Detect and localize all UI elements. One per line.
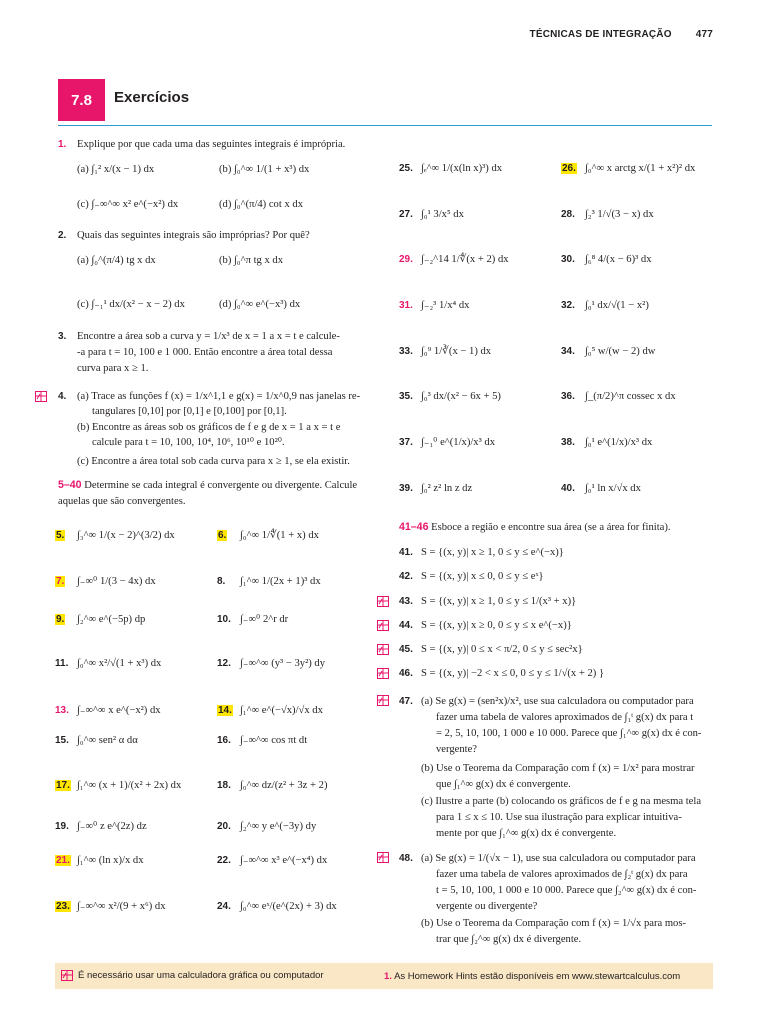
graphing-calculator-icon bbox=[377, 644, 389, 655]
exercise-number: 42. bbox=[399, 571, 413, 582]
exercise-expression: ∫₋∞⁰ 1/(3 − 4x) dx bbox=[77, 576, 156, 587]
exercise-number: 5. bbox=[56, 530, 65, 541]
exercise-number: 36. bbox=[561, 391, 575, 402]
exercise-number: 11. bbox=[55, 658, 69, 669]
problem-part: (d) ∫₀^∞ e^(−x³) dx bbox=[219, 299, 301, 310]
exercise-group-intro: 41–46 Esboce a região e encontre sua área (se a área for finita). bbox=[399, 521, 671, 533]
exercise-expression: ∫₋₁⁰ e^(1/x)/x³ dx bbox=[421, 437, 496, 448]
exercise-number: 38. bbox=[561, 437, 575, 448]
exercise-expression: ∫₀⁹ 1/∛(x − 1) dx bbox=[421, 346, 492, 357]
exercise-number: 12. bbox=[217, 658, 231, 669]
exercise-expression: ∫₀¹ 3/x⁵ dx bbox=[421, 209, 464, 220]
exercise-number: 6. bbox=[218, 530, 227, 541]
problem-part: (a) ∫₀^(π/4) tg x dx bbox=[77, 255, 156, 266]
problem-part: (c) ∫₋₁¹ dx/(x² − x − 2) dx bbox=[77, 299, 185, 310]
problem-line: tangulares [0,10] por [0,1] e [0,100] por [0,1]. bbox=[92, 406, 287, 417]
exercise-number: 35. bbox=[399, 391, 413, 402]
graphing-calculator-icon bbox=[377, 620, 389, 631]
exercise-expression: ∫₋∞^∞ x²/(9 + x⁶) dx bbox=[77, 901, 166, 912]
problem-line: -a para t = 10, 100 e 1 000. Então encontre a área total dessa bbox=[77, 347, 333, 358]
problem-number: 3. bbox=[58, 331, 67, 342]
exercise-expression: ∫₋₂^14 1/∜(x + 2) dx bbox=[421, 254, 509, 265]
graphing-calculator-icon bbox=[377, 695, 389, 706]
exercise-number: 10. bbox=[217, 614, 231, 625]
exercise-number: 31. bbox=[399, 300, 413, 311]
exercise-number: 39. bbox=[399, 483, 413, 494]
problem-line: (b) Encontre as áreas sob os gráficos de f e g de x = 1 a x = t e bbox=[77, 422, 341, 433]
problem-number: 2. bbox=[58, 230, 67, 241]
exercise-number: 16. bbox=[217, 735, 231, 746]
exercise-range: 5–40 bbox=[58, 479, 82, 491]
problem-line: (c) Encontre a área total sob cada curva para x ≥ 1, se ela existir. bbox=[77, 456, 350, 467]
section-number: 7.8 bbox=[58, 79, 105, 121]
exercise-expression: ∫₋∞^∞ x³ e^(−x⁴) dx bbox=[240, 855, 328, 866]
graphing-calculator-icon bbox=[61, 970, 73, 981]
exercise-number: 41. bbox=[399, 547, 413, 558]
graphing-calculator-icon bbox=[35, 391, 47, 402]
problem-text: Explique por que cada uma das seguintes integrais é imprópria. bbox=[77, 139, 346, 150]
problem-line: vergente? bbox=[436, 744, 477, 755]
region-definition: S = {(x, y)| x ≥ 0, 0 ≤ y ≤ x e^(−x)} bbox=[421, 620, 572, 631]
problem-line: para 1 ≤ x ≤ 10. Use sua ilustração para explicar intuitiva- bbox=[436, 812, 682, 823]
problem-line: (c) Ilustre a parte (b) colocando os gráficos de f e g na mesma tela bbox=[421, 796, 702, 807]
exercise-expression: ∫₂^∞ y e^(−3y) dy bbox=[240, 821, 317, 832]
problem-number: 1. bbox=[58, 139, 67, 150]
exercise-number: 43. bbox=[399, 596, 413, 607]
graphing-calculator-icon bbox=[377, 596, 389, 607]
exercise-number: 19. bbox=[55, 821, 69, 832]
problem-line: fazer uma tabela de valores aproximados de ∫₂ᵗ g(x) dx para bbox=[436, 869, 688, 880]
exercise-number: 7. bbox=[56, 576, 65, 587]
exercise-number: 37. bbox=[399, 437, 413, 448]
exercise-expression: ∫₁^∞ 1/(2x + 1)³ dx bbox=[240, 576, 321, 587]
calculator-note: É necessário usar uma calculadora gráfica ou computador bbox=[78, 970, 324, 981]
exercise-number: 34. bbox=[561, 346, 575, 357]
problem-line: que ∫₁^∞ g(x) dx é convergente. bbox=[436, 779, 571, 790]
problem-line: (a) Se g(x) = (sen²x)/x², use sua calculadora ou computador para bbox=[421, 696, 694, 707]
running-title: TÉCNICAS DE INTEGRAÇÃO bbox=[529, 29, 672, 40]
exercise-number: 9. bbox=[56, 614, 65, 625]
problem-part: (a) ∫₁² x/(x − 1) dx bbox=[77, 164, 155, 175]
problem-line: = 2, 5, 10, 100, 1 000 e 10 000. Parece que ∫₁^∞ g(x) dx é con- bbox=[436, 728, 702, 739]
hint-text: As Homework Hints estão disponíveis em www.stewartcalculus.com bbox=[394, 971, 681, 982]
exercise-expression: ∫₃^∞ 1/(x − 2)^(3/2) dx bbox=[77, 530, 175, 541]
region-definition: S = {(x, y)| x ≥ 1, 0 ≤ y ≤ 1/(x³ + x)} bbox=[421, 596, 577, 607]
page-number: 477 bbox=[695, 29, 713, 40]
exercise-number: 18. bbox=[217, 780, 231, 791]
problem-line: curva para x ≥ 1. bbox=[77, 363, 149, 374]
problem-number: 47. bbox=[399, 696, 413, 707]
exercise-number: 24. bbox=[217, 901, 231, 912]
exercise-number: 40. bbox=[561, 483, 575, 494]
exercise-expression: ∫₀^∞ dz/(z² + 3z + 2) bbox=[240, 780, 328, 791]
problem-line: fazer uma tabela de valores aproximados de ∫₁ᵗ g(x) dx para t bbox=[436, 712, 694, 723]
exercise-number: 30. bbox=[561, 254, 575, 265]
exercise-expression: ∫₀³ dx/(x² − 6x + 5) bbox=[421, 391, 501, 402]
section-title: Exercícios bbox=[114, 89, 190, 106]
problem-part: (b) ∫₀^∞ 1/(1 + x³) dx bbox=[219, 164, 310, 175]
exercise-expression: ∫₀¹ e^(1/x)/x³ dx bbox=[585, 437, 653, 448]
exercise-number: 8. bbox=[217, 576, 226, 587]
problem-line: Encontre a área sob a curva y = 1/x³ de x = 1 a x = t e calcule- bbox=[77, 331, 340, 342]
problem-number: 4. bbox=[58, 391, 67, 402]
exercise-expression: ∫₀^∞ x²/√(1 + x³) dx bbox=[77, 658, 162, 669]
problem-line: trar que ∫₂^∞ g(x) dx é divergente. bbox=[436, 934, 582, 945]
exercise-range: 41–46 bbox=[399, 521, 429, 533]
region-definition: S = {(x, y)| x ≤ 0, 0 ≤ y ≤ eˣ} bbox=[421, 571, 544, 582]
exercise-expression: ∫₀^∞ 1/∜(1 + x) dx bbox=[240, 530, 319, 541]
problem-number: 48. bbox=[399, 853, 413, 864]
problem-text: Quais das seguintes integrais são impróprias? Por quê? bbox=[77, 230, 310, 241]
problem-line: calcule para t = 10, 100, 10⁴, 10⁶, 10¹⁰ e 10²⁰. bbox=[92, 437, 285, 448]
exercise-number: 33. bbox=[399, 346, 413, 357]
exercise-number: 15. bbox=[55, 735, 69, 746]
problem-line: (a) Se g(x) = 1/(√x − 1), use sua calculadora ou computador para bbox=[421, 853, 696, 864]
exercise-number: 20. bbox=[217, 821, 231, 832]
exercise-expression: ∫₋∞⁰ z e^(2z) dz bbox=[77, 821, 147, 832]
problem-part: (b) ∫₀^π tg x dx bbox=[219, 255, 283, 266]
exercise-expression: ∫₋∞^∞ x e^(−x²) dx bbox=[77, 705, 161, 716]
exercise-number: 44. bbox=[399, 620, 413, 631]
problem-line: (b) Use o Teorema da Comparação com f (x) = 1/√x para mos- bbox=[421, 918, 687, 929]
exercise-number: 46. bbox=[399, 668, 413, 679]
exercise-expression: ∫₀¹ dx/√(1 − x²) bbox=[585, 300, 649, 311]
exercise-number: 22. bbox=[217, 855, 231, 866]
exercise-number: 25. bbox=[399, 163, 413, 174]
exercise-expression: ∫₀^∞ eˣ/(e^(2x) + 3) dx bbox=[240, 901, 337, 912]
exercise-expression: ∫ₑ^∞ 1/(x(ln x)³) dx bbox=[421, 163, 503, 174]
problem-line: mente por que ∫₁^∞ g(x) dx é convergente. bbox=[436, 828, 617, 839]
exercise-expression: ∫₀^∞ sen² α dα bbox=[77, 735, 138, 746]
exercise-number: 29. bbox=[399, 254, 413, 265]
problem-part: (d) ∫₀^(π/4) cot x dx bbox=[219, 199, 303, 210]
exercise-number: 32. bbox=[561, 300, 575, 311]
graphing-calculator-icon bbox=[377, 668, 389, 679]
graphing-calculator-icon bbox=[377, 852, 389, 863]
exercise-expression: ∫_(π/2)^π cossec x dx bbox=[585, 391, 676, 402]
homework-hints-note bbox=[384, 971, 680, 982]
exercise-expression: ∫₋∞⁰ 2^r dr bbox=[240, 614, 289, 625]
hint-number: 1. bbox=[384, 971, 392, 982]
region-definition: S = {(x, y)| x ≥ 1, 0 ≤ y ≤ e^(−x)} bbox=[421, 547, 564, 558]
exercise-group-intro: aquelas que são convergentes. bbox=[58, 496, 186, 507]
exercise-number: 21. bbox=[56, 855, 70, 866]
exercise-expression: ∫₋∞^∞ cos πt dt bbox=[240, 735, 308, 746]
exercise-number: 27. bbox=[399, 209, 413, 220]
section-rule bbox=[58, 125, 712, 126]
exercise-number: 14. bbox=[218, 705, 232, 716]
region-definition: S = {(x, y)| 0 ≤ x < π/2, 0 ≤ y ≤ sec²x} bbox=[421, 644, 583, 655]
exercise-expression: ∫₁^∞ (ln x)/x dx bbox=[77, 855, 144, 866]
problem-line: t = 5, 10, 100, 1 000 e 10 000. Parece que ∫₂^∞ g(x) dx é con- bbox=[436, 885, 697, 896]
region-definition: S = {(x, y)| −2 < x ≤ 0, 0 ≤ y ≤ 1/√(x + 2) } bbox=[421, 668, 605, 679]
problem-part: (c) ∫₋∞^∞ x² e^(−x²) dx bbox=[77, 199, 179, 210]
exercise-expression: ∫₀^∞ x arctg x/(1 + x²)² dx bbox=[585, 163, 696, 174]
exercise-expression: ∫₆⁸ 4/(x − 6)³ dx bbox=[585, 254, 652, 265]
exercise-expression: ∫₂³ 1/√(3 − x) dx bbox=[585, 209, 654, 220]
exercise-expression: ∫₀¹ ln x/√x dx bbox=[585, 483, 641, 494]
problem-line: (b) Use o Teorema da Comparação com f (x) = 1/x² para mostrar bbox=[421, 763, 695, 774]
problem-line: vergente ou divergente? bbox=[436, 901, 538, 912]
exercise-expression: ∫₋∞^∞ (y³ − 3y²) dy bbox=[240, 658, 326, 669]
exercise-number: 45. bbox=[399, 644, 413, 655]
exercise-expression: ∫₋₂³ 1/x⁴ dx bbox=[421, 300, 470, 311]
exercise-number: 28. bbox=[561, 209, 575, 220]
exercise-expression: ∫₂^∞ e^(−5p) dp bbox=[77, 614, 146, 625]
exercise-number: 26. bbox=[562, 163, 576, 174]
exercise-expression: ∫₀⁵ w/(w − 2) dw bbox=[585, 346, 656, 357]
exercise-expression: ∫₁^∞ (x + 1)/(x² + 2x) dx bbox=[77, 780, 182, 791]
exercise-number: 17. bbox=[56, 780, 70, 791]
running-header bbox=[530, 29, 713, 40]
exercise-expression: ∫₀² z² ln z dz bbox=[421, 483, 473, 494]
exercise-number: 13. bbox=[55, 705, 69, 716]
exercise-expression: ∫₁^∞ e^(−√x)/√x dx bbox=[240, 705, 323, 716]
exercise-number: 23. bbox=[56, 901, 70, 912]
problem-line: (a) Trace as funções f (x) = 1/x^1,1 e g(x) = 1/x^0,9 nas janelas re- bbox=[77, 391, 361, 402]
exercise-group-intro: 5–40 Determine se cada integral é convergente ou divergente. Calcule bbox=[58, 479, 358, 491]
